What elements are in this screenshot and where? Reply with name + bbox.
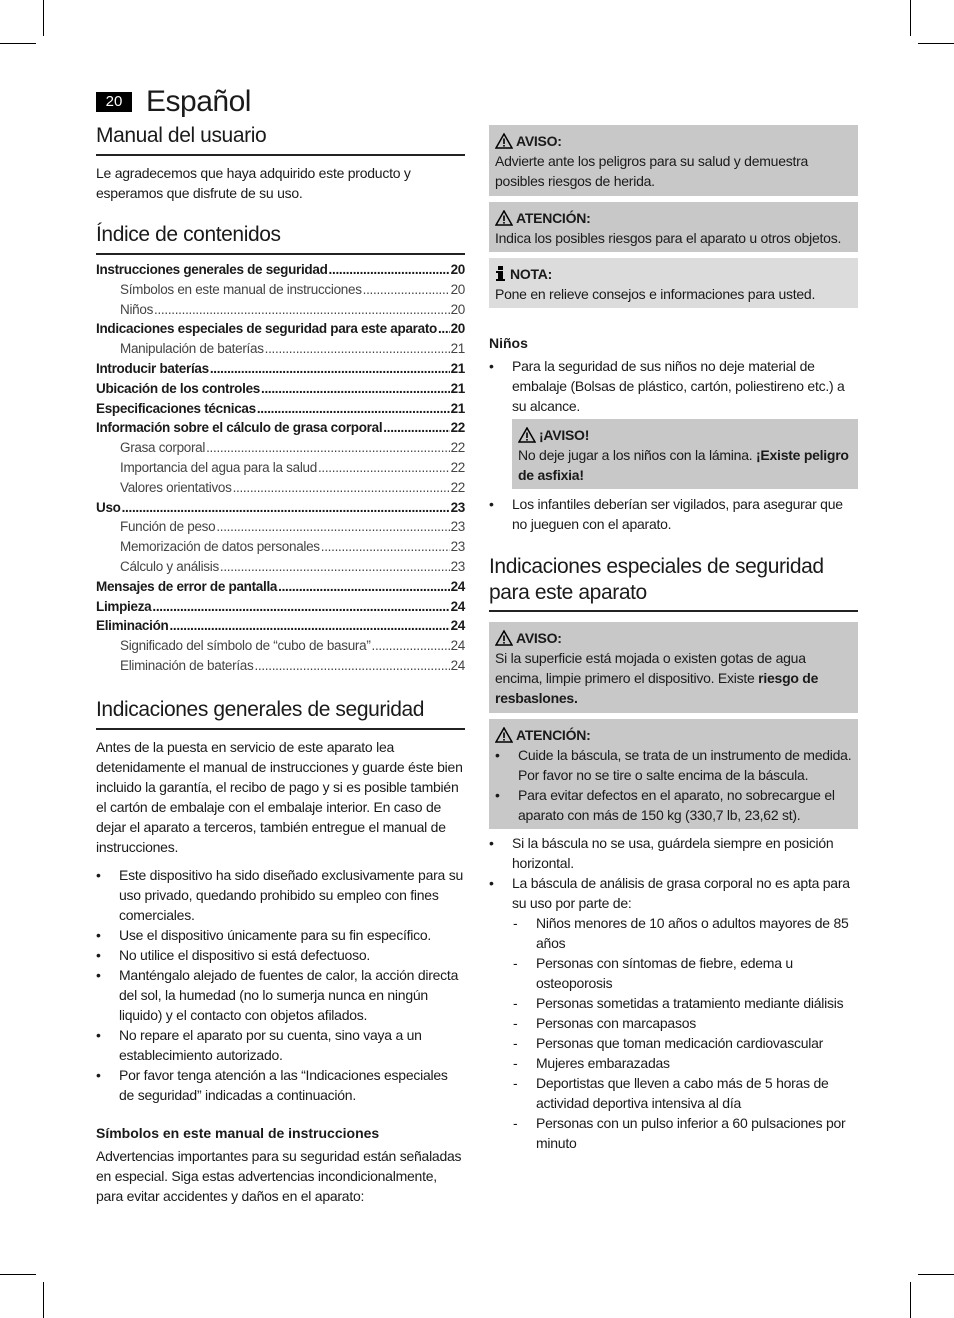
toc-leader-dots (206, 440, 449, 455)
crop-mark (918, 43, 954, 44)
toc-entry (96, 480, 465, 500)
nota-text: Pone en relieve consejos e informaciones para usted. (495, 286, 816, 302)
general-safety-intro: Antes de la puesta en servicio de este aparato lea detenidamente el manual de instrucciones y guarde éste bien incluido la garantía, el recibo de pago y si es posible también el cartón de embalaje con el embalaje interior. En caso de dejar el aparato a terceros, también entregue el manual de instrucciones. (96, 739, 463, 855)
manual-title: Manual del usuario (96, 124, 267, 147)
toc-entry (96, 440, 465, 460)
toc-leader-dots (278, 579, 449, 594)
list-item: • No utilice el dispositivo si está defectuoso. (96, 945, 465, 965)
crop-mark (43, 1282, 44, 1318)
toc-entry (96, 302, 465, 322)
list-item: • Manténgalo alejado de fuentes de calor, la acción directa del sol, la humedad (no lo sumerja nunca en ningún liquido) y el contacto con objetos afilados. (96, 965, 465, 1025)
toc-entry-page: 21 (450, 341, 465, 357)
toc-leader-dots (372, 638, 450, 653)
dash-item: - Niños menores de 10 años o adultos mayores de 85 años (489, 913, 858, 953)
children-list-2 (489, 494, 858, 534)
toc-entry-label: Especificaciones técnicas (96, 400, 256, 416)
toc-entry (96, 539, 465, 559)
crop-mark (910, 0, 911, 36)
toc-entry (96, 559, 465, 579)
toc-entry-label: Eliminación (96, 618, 169, 634)
aviso-label: AVISO: (516, 133, 562, 149)
dash-item: - Mujeres embarazadas (489, 1053, 858, 1073)
toc-entry (96, 420, 465, 440)
toc-entry-page: 24 (450, 657, 465, 673)
list-item: • Este dispositivo ha sido diseñado exclusivamente para su uso privado, quedando prohibido su empleo con fines comerciales. (96, 865, 465, 925)
warning-triangle-icon (495, 210, 513, 226)
toc-entry-page: 20 (450, 262, 465, 277)
toc-leader-dots (122, 500, 450, 515)
children-warning-text: No deje jugar a los niños con la lámina. (518, 447, 757, 463)
toc-entry-page: 22 (450, 420, 465, 436)
general-safety-title: Indicaciones generales de seguridad (96, 698, 425, 721)
toc-leader-dots (383, 420, 449, 435)
warning-triangle-icon (495, 727, 513, 743)
toc-entry-label: Indicaciones especiales de seguridad para este aparato (96, 321, 437, 337)
toc-leader-dots (321, 539, 450, 554)
nota-symbol-box (489, 258, 858, 308)
crop-mark (918, 1274, 954, 1275)
atencion-label: ATENCIÓN: (516, 210, 591, 226)
toc-entry-label: Uso (96, 499, 121, 515)
manual-intro: Le agradecemos que haya adquirido este producto y esperamos que disfrute de su uso. (96, 165, 411, 201)
toc-leader-dots (169, 618, 449, 633)
toc-entry-label: Manipulación de baterías (120, 341, 264, 357)
toc-leader-dots (152, 599, 449, 614)
toc-entry-label: Significado del símbolo de “cubo de basura” (120, 638, 371, 654)
special-safety-title-line2: para este aparato (489, 581, 647, 604)
list-item: • Para la seguridad de sus niños no deje material de embalaje (Bolsas de plástico, cartón, poliestireno etc.) a su alcance. (489, 356, 858, 416)
special-aviso-bold: riesgo de resbaslones. (495, 670, 819, 706)
toc-entry-label: Función de peso (120, 519, 216, 535)
children-warning-box (512, 419, 858, 489)
children-title: Niños (489, 335, 528, 351)
toc-entry (96, 460, 465, 480)
atencion-symbol-box (489, 202, 858, 252)
atencion-text: Indica los posibles riesgos para el aparato u otros objetos. (495, 230, 842, 246)
toc-entry (96, 618, 465, 638)
crop-mark (910, 1282, 911, 1318)
warning-triangle-icon (495, 133, 513, 149)
list-item: • Los infantiles deberían ser vigilados, para asegurar que no jueguen con el aparato. (489, 494, 858, 534)
toc-entry-page: 22 (450, 459, 465, 475)
symbols-title: Símbolos en este manual de instrucciones (96, 1125, 380, 1141)
toc-leader-dots (329, 262, 450, 277)
section-rule (489, 610, 858, 612)
special-atencion-box (489, 719, 858, 829)
aviso-text: Advierte ante los peligros para su salud y demuestra posibles riesgos de herida. (495, 153, 809, 189)
toc-leader-dots (265, 341, 450, 356)
toc-entry-label: Mensajes de error de pantalla (96, 578, 278, 594)
dash-item: - Deportistas que lleven a cabo más de 5 horas de actividad deportiva intensiva al día (489, 1073, 858, 1113)
toc-entry-page: 24 (450, 638, 465, 654)
list-item: • Por favor tenga atención a las “Indicaciones especiales de seguridad” indicadas a continuación. (96, 1065, 465, 1105)
toc-entry (96, 262, 465, 282)
crop-mark (43, 0, 44, 36)
toc-entry-label: Valores orientativos (120, 479, 232, 495)
toc-entry-label: Grasa corporal (120, 440, 206, 456)
toc-entry-label: Eliminación de baterías (120, 657, 254, 673)
toc-entry-label: Limpieza (96, 598, 152, 614)
toc-entry-page: 20 (450, 321, 465, 337)
toc-entry (96, 361, 465, 381)
toc-entry-page: 23 (450, 519, 465, 535)
toc-entry-page: 21 (450, 360, 465, 376)
toc-entry (96, 282, 465, 302)
section-rule (96, 154, 465, 156)
toc-entry-page: 23 (450, 499, 465, 515)
toc-entry-label: Ubicación de los controles (96, 380, 260, 396)
list-item: • Si la báscula no se usa, guárdela siempre en posición horizontal. (489, 833, 858, 873)
toc-title: Índice de contenidos (96, 223, 281, 246)
special-aviso-label: AVISO: (516, 630, 562, 646)
special-aviso-text: Si la superficie está mojada o existen gotas de agua encima, limpie primero el dispositivo. Existe (495, 650, 806, 686)
table-of-contents (96, 262, 465, 678)
toc-entry-label: Cálculo y análisis (120, 558, 219, 574)
dash-item: - Personas con un pulso inferior a 60 pulsaciones por minuto (489, 1113, 858, 1153)
toc-entry-label: Símbolos en este manual de instrucciones (120, 281, 362, 297)
toc-leader-dots (254, 658, 449, 673)
dash-item: - Personas sometidas a tratamiento mediante diálisis (489, 993, 858, 1013)
toc-leader-dots (261, 381, 450, 396)
children-list-1 (489, 356, 858, 416)
section-rule (96, 253, 465, 255)
special-safety-list (489, 833, 858, 1153)
toc-leader-dots (233, 480, 450, 495)
toc-entry (96, 519, 465, 539)
special-atencion-list (495, 745, 852, 825)
toc-entry-page: 21 (450, 400, 465, 416)
toc-entry-page: 20 (450, 281, 465, 297)
toc-leader-dots (220, 559, 450, 574)
toc-leader-dots (154, 302, 450, 317)
toc-entry (96, 599, 465, 619)
warning-triangle-icon (495, 630, 513, 646)
list-item: • Cuide la báscula, se trata de un instrumento de medida. Por favor no se tire o salte encima de la báscula. (495, 745, 852, 785)
toc-entry-label: Introducir baterías (96, 360, 209, 376)
toc-entry-label: Instrucciones generales de seguridad (96, 262, 328, 277)
toc-leader-dots (216, 519, 449, 534)
list-item: • No repare el aparato por su cuenta, sino vaya a un establecimiento autorizado. (96, 1025, 465, 1065)
special-atencion-label: ATENCIÓN: (516, 727, 591, 743)
toc-entry-page: 23 (450, 558, 465, 574)
crop-mark (0, 43, 36, 44)
special-safety-title-line1: Indicaciones especiales de seguridad (489, 555, 824, 578)
crop-mark (0, 1274, 36, 1275)
toc-entry (96, 658, 465, 678)
section-rule (96, 728, 465, 730)
toc-entry-page: 24 (450, 618, 465, 634)
warning-triangle-icon (518, 427, 536, 443)
toc-entry-label: Memorización de datos personales (120, 539, 320, 555)
toc-leader-dots (438, 321, 450, 336)
special-safety-title (489, 554, 824, 606)
toc-entry (96, 401, 465, 421)
page-number: 20 (96, 92, 132, 112)
toc-leader-dots (363, 282, 450, 297)
toc-entry-page: 24 (450, 578, 465, 594)
toc-entry-label: Información sobre el cálculo de grasa corporal (96, 420, 383, 436)
special-aviso-box (489, 622, 858, 713)
toc-entry-page: 24 (450, 598, 465, 614)
symbols-text: Advertencias importantes para su seguridad están señaladas en especial. Siga estas advertencias incondicionalmente, para evitar accidentes y daños en el aparato: (96, 1148, 462, 1204)
toc-entry-label: Importancia del agua para la salud (120, 459, 317, 475)
children-warning-bold: ¡Existe peligro de asfixia! (518, 447, 849, 483)
dash-item: - Personas con marcapasos (489, 1013, 858, 1033)
toc-entry-page: 22 (450, 479, 465, 495)
toc-entry (96, 341, 465, 361)
toc-entry (96, 579, 465, 599)
toc-leader-dots (257, 401, 450, 416)
toc-entry-page: 23 (450, 539, 465, 555)
aviso-symbol-box (489, 125, 858, 196)
toc-entry (96, 321, 465, 341)
toc-entry-page: 22 (450, 440, 465, 456)
list-item: • Use el dispositivo únicamente para su fin específico. (96, 925, 465, 945)
toc-entry-label: Niños (120, 301, 154, 317)
general-safety-list (96, 865, 465, 1105)
children-warning-label: ¡AVISO! (539, 427, 590, 443)
nota-label: NOTA: (510, 266, 553, 282)
toc-leader-dots (318, 460, 450, 475)
toc-leader-dots (210, 361, 450, 376)
dash-item: - Personas con síntomas de fiebre, edema u osteoporosis (489, 953, 858, 993)
toc-entry (96, 500, 465, 520)
list-item: • La báscula de análisis de grasa corporal no es apta para su uso por parte de: (489, 873, 858, 913)
toc-entry-page: 21 (450, 380, 465, 396)
toc-entry-page: 20 (450, 301, 465, 317)
toc-entry (96, 381, 465, 401)
language-title: Español (146, 85, 251, 118)
toc-entry (96, 638, 465, 658)
dash-item: - Personas que toman medicación cardiovascular (489, 1033, 858, 1053)
list-item: • Para evitar defectos en el aparato, no sobrecargue el aparato con más de 150 kg (330,7 lb, 23,62 st). (495, 785, 852, 825)
info-icon (495, 266, 507, 282)
